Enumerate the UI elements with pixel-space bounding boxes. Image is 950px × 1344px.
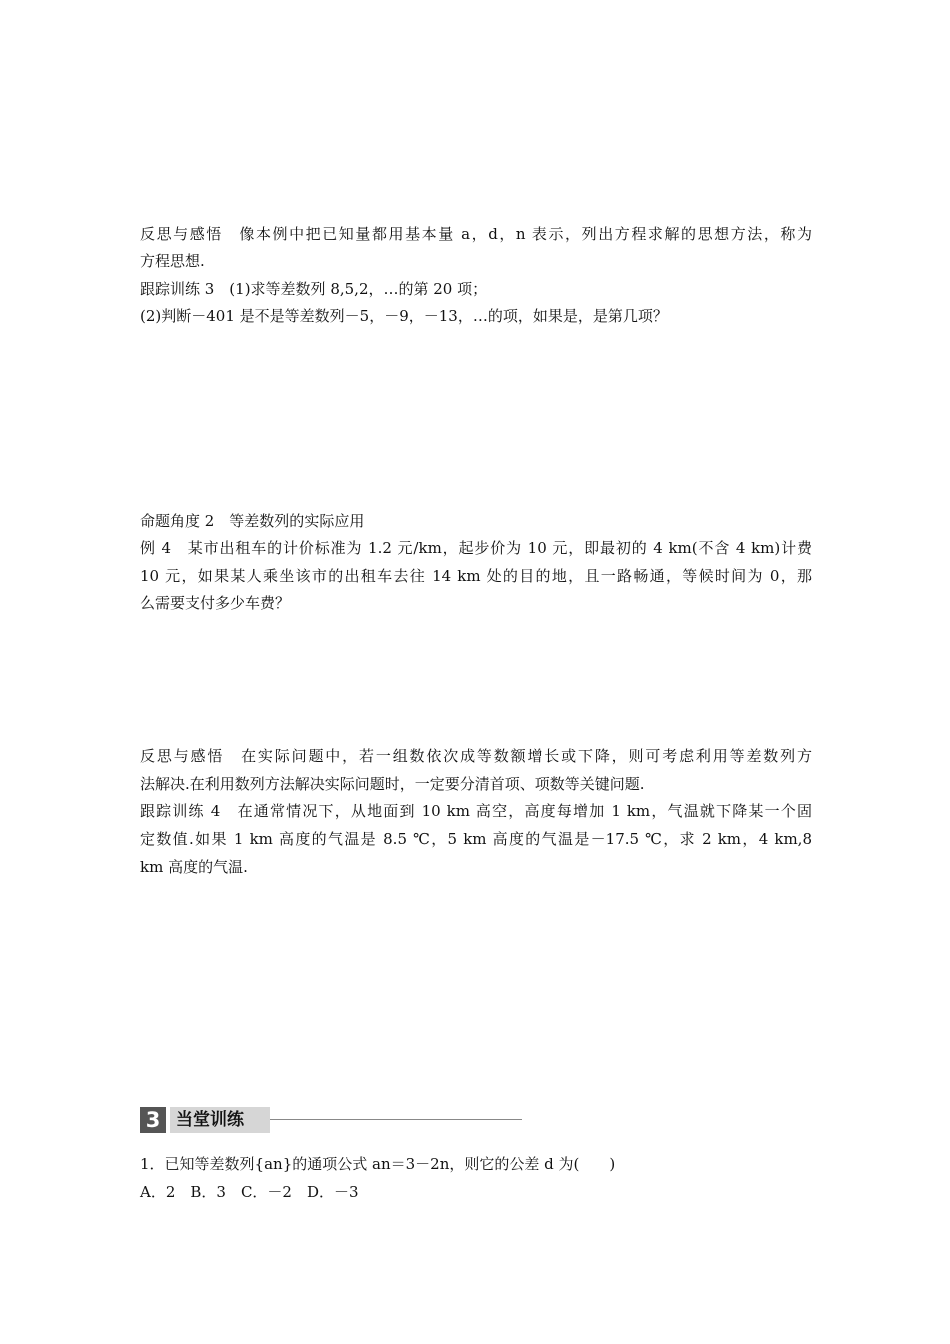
section-title: 当堂训练 <box>170 1107 270 1133</box>
section-number-badge: 3 <box>140 1107 166 1133</box>
reflection-2-line-2: 法解决.在利用数列方法解决实际问题时，一定要分清首项、项数等关键问题. <box>140 775 645 793</box>
example-4-line-2: 10 元，如果某人乘坐该市的出租车去往 14 km 处的目的地，且一路畅通，等候时间为 0，那 <box>140 567 812 585</box>
example-4-line-3: 么需要支付多少车费？ <box>140 594 291 612</box>
exercise-4-line-3: km 高度的气温. <box>140 858 248 876</box>
exercise-3-part-2: (2)判断－401 是不是等差数列－5，－9，－13，…的项，如果是，是第几项？ <box>140 307 668 325</box>
topic-angle-2-heading: 命题角度 2 等差数列的实际应用 <box>140 512 365 530</box>
section-header <box>140 1107 522 1133</box>
exercise-4-line-1: 跟踪训练 4 在通常情况下，从地面到 10 km 高空，高度每增加 1 km，气温就下降某一个固 <box>140 802 812 820</box>
exercise-4-line-2: 定数值.如果 1 km 高度的气温是 8.5 ℃，5 km 高度的气温是－17.5 ℃，求 2 km，4 km,8 <box>140 830 812 848</box>
example-4-line-1: 例 4 某市出租车的计价标准为 1.2 元/km，起步价为 10 元，即最初的 4 km(不含 4 km)计费 <box>140 539 812 557</box>
exercise-3-part-1: 跟踪训练 3 (1)求等差数列 8,5,2，…的第 20 项； <box>140 280 488 298</box>
reflection-text-2: 方程思想. <box>140 252 205 270</box>
section-divider <box>270 1119 522 1120</box>
reflection-text-1: 反思与感悟 像本例中把已知量都用基本量 a，d，n 表示，列出方程求解的思想方法，称为 <box>140 225 812 243</box>
reflection-2-line-1: 反思与感悟 在实际问题中，若一组数依次成等数额增长或下降，则可考虑利用等差数列方 <box>140 747 812 765</box>
question-1-options: A．2 B．3 C．－2 D．－3 <box>140 1183 359 1201</box>
question-1: 1．已知等差数列{an}的通项公式 an＝3－2n，则它的公差 d 为( ) <box>140 1155 616 1173</box>
